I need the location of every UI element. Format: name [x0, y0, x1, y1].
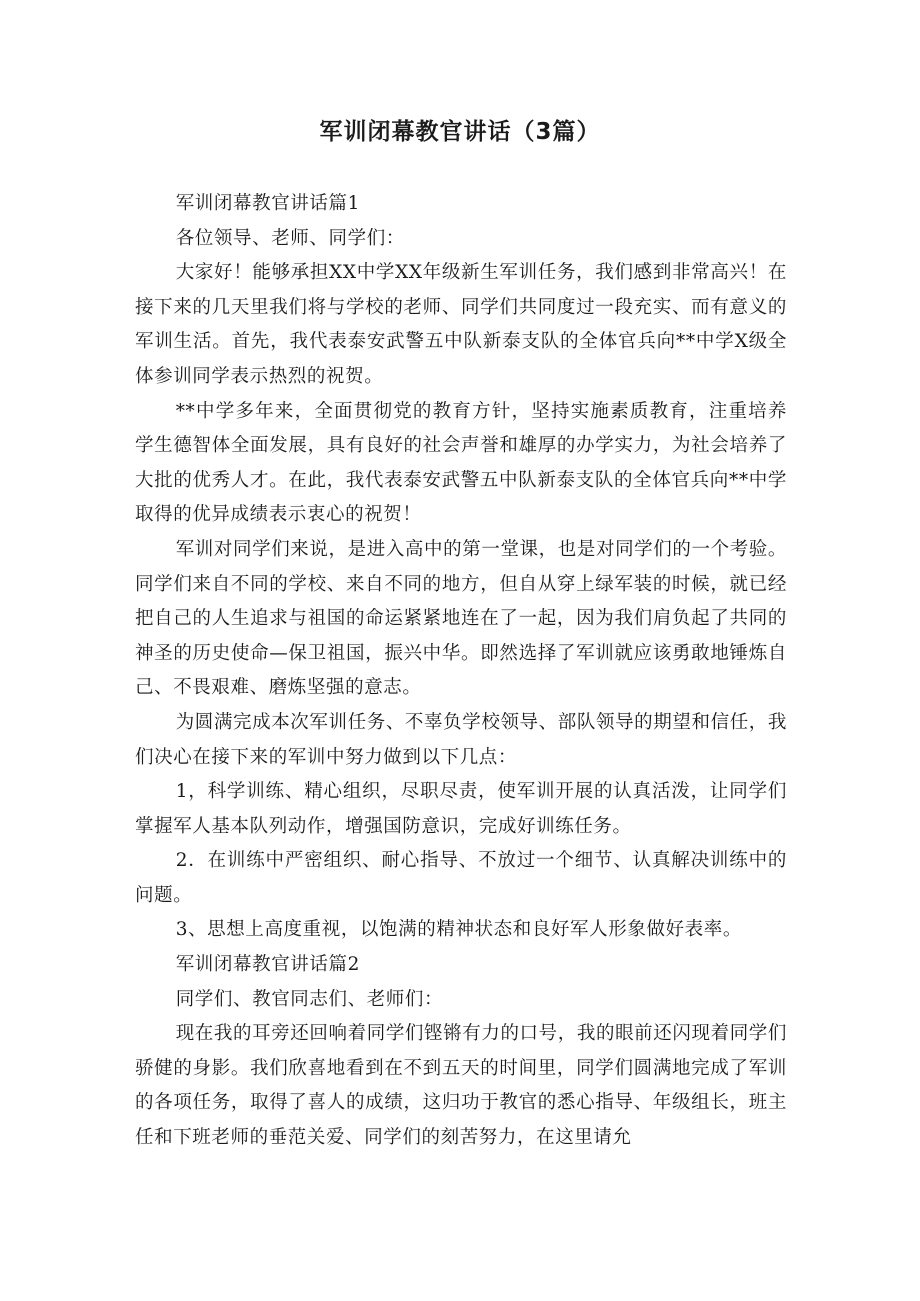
paragraph: 为圆满完成本次军训任务、不辜负学校领导、部队领导的期望和信任，我们决心在接下来的军训中努力做到以下几点：: [135, 711, 787, 768]
paragraph: **中学多年来，全面贯彻党的教育方针，坚持实施素质教育，注重培养学生德智体全面发展，具有良好的社会声誉和雄厚的办学实力，为社会培养了大批的优秀人才。在此，我代表泰安武警五中队新泰支队的全体官兵向**中学取得的优异成绩表示衷心的祝贺！: [135, 400, 787, 526]
greeting-1: 各位领导、老师、同学们：: [175, 227, 405, 249]
list-item-3: 3、思想上高度重视，以饱满的精神状态和良好军人形象做好表率。: [175, 919, 742, 941]
greeting-2: 同学们、教官同志们、老师们：: [175, 988, 444, 1010]
list-item-1: 1，科学训练、精心组织，尽职尽责，使军训开展的认真活泼，让同学们掌握军人基本队列动作，增强国防意识，完成好训练任务。: [135, 781, 787, 837]
document-body: [135, 187, 787, 1156]
section-heading-2: 军训闭幕教官讲话篇2: [175, 954, 360, 976]
section-heading-1: 军训闭幕教官讲话篇1: [175, 193, 360, 214]
paragraph: 大家好！能够承担XX中学XX年级新生军训任务，我们感到非常高兴！在接下来的几天里我们将与学校的老师、同学们共同度过一段充实、而有意义的军训生活。首先，我代表泰安武警五中队新泰支队的全体官兵向**中学X级全体参训同学表示热烈的祝贺。: [135, 262, 787, 387]
document-title: 军训闭幕教官讲话（3篇）: [319, 119, 601, 145]
paragraph: 军训对同学们来说，是进入高中的第一堂课，也是对同学们的一个考验。同学们来自不同的学校、来自不同的地方，但自从穿上绿军装的时候，就已经把自己的人生追求与祖国的命运紧紧地连在了一起，因为我们肩负起了共同的神圣的历史使命—保卫祖国，振兴中华。即然选择了军训就应该勇敢地锤炼自己、不畏艰难、磨炼坚强的意志。: [135, 538, 787, 699]
list-item-2: 2．在训练中严密组织、耐心指导、不放过一个细节、认真解决训练中的问题。: [135, 850, 787, 906]
paragraph: 现在我的耳旁还回响着同学们铿锵有力的口号，我的眼前还闪现着同学们骄健的身影。我们欣喜地看到在不到五天的时间里，同学们圆满地完成了军训的各项任务，取得了喜人的成绩，这归功于教官的悉心指导、年级组长，班主任和下班老师的垂范关爱、同学们的刻苦努力，在这里请允: [135, 1023, 787, 1149]
